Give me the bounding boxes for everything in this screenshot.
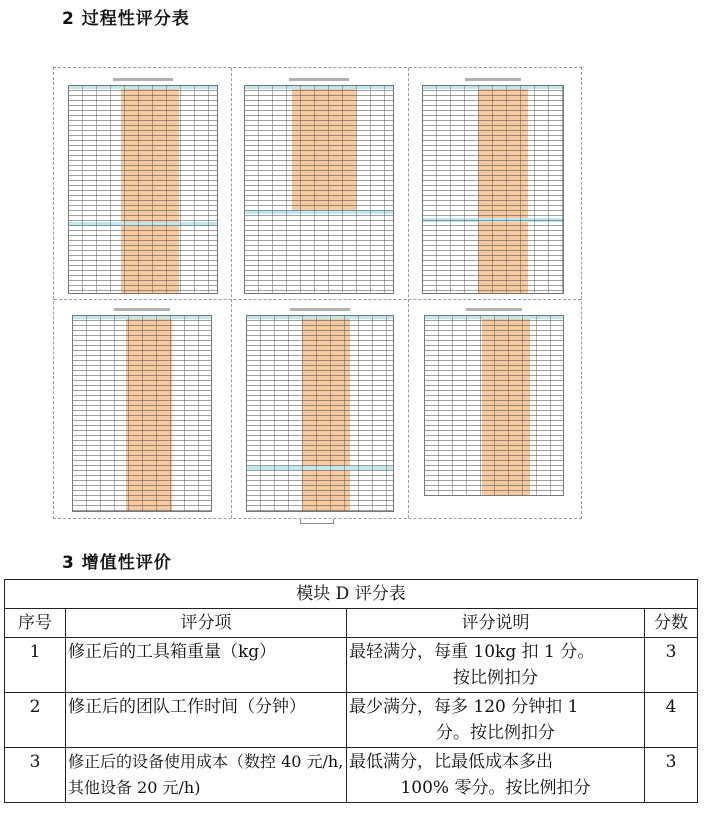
- row-description: [347, 748, 645, 803]
- sheet-grid: [246, 315, 394, 512]
- process-score-sheet-thumbnails: [53, 67, 582, 519]
- row-score: 3: [645, 748, 698, 803]
- table-header-row: [5, 609, 698, 638]
- row-item: 修正后的设备使用成本（数控 40 元/h,其他设备 20 元/h): [66, 748, 347, 803]
- row-score: 4: [645, 693, 698, 748]
- sheet-grid: [244, 85, 394, 294]
- sheet-grid: [424, 315, 564, 496]
- row-score: 3: [645, 638, 698, 693]
- row-item: 修正后的工具箱重量（kg）: [66, 638, 347, 693]
- table-row: [5, 638, 698, 693]
- row-description-line2: 100% 零分。按比例扣分: [400, 778, 591, 798]
- sheet-title-line: [289, 78, 349, 81]
- row-description: [347, 693, 645, 748]
- row-description-line2: 按比例扣分: [453, 668, 538, 688]
- table-row: [5, 748, 698, 803]
- page-indicator: [300, 519, 334, 524]
- row-description-line1: 最轻满分，每重 10kg 扣 1 分。: [349, 642, 595, 662]
- sheet-title-line: [465, 78, 522, 81]
- score-sheet-thumbnail-4: [72, 306, 212, 512]
- row-description: [347, 638, 645, 693]
- header-score: 分数: [645, 609, 698, 638]
- table-caption: 模块 D 评分表: [5, 580, 698, 609]
- score-sheet-thumbnail-1: [68, 76, 218, 294]
- thumbnail-divider: [408, 68, 409, 518]
- score-sheet-thumbnail-2: [244, 76, 394, 294]
- section-2-heading: 2 过程性评分表: [62, 9, 190, 29]
- row-description-line2: 分。按比例扣分: [436, 723, 555, 743]
- row-item: 修正后的团队工作时间（分钟）: [66, 693, 347, 748]
- module-d-score-table: [4, 579, 698, 803]
- row-description-line1: 最低满分，比最低成本多出: [349, 752, 553, 772]
- sheet-grid: [422, 85, 564, 294]
- sheet-title-line: [114, 308, 170, 311]
- row-no: 3: [5, 748, 66, 803]
- sheet-title-line: [290, 308, 349, 311]
- header-description: 评分说明: [347, 609, 645, 638]
- thumbnail-divider: [54, 299, 581, 300]
- row-no: 1: [5, 638, 66, 693]
- sheet-grid: [68, 85, 218, 294]
- score-sheet-thumbnail-6: [424, 306, 564, 496]
- sheet-title-line: [113, 78, 173, 81]
- sheet-title-line: [466, 308, 522, 311]
- table-row: [5, 693, 698, 748]
- row-description-line1: 最少满分，每多 120 分钟扣 1: [349, 697, 579, 717]
- table-caption-row: [5, 580, 698, 609]
- score-sheet-thumbnail-5: [246, 306, 394, 512]
- sheet-grid: [72, 315, 212, 512]
- section-3-heading: 3 增值性评价: [62, 553, 172, 573]
- thumbnail-divider: [231, 68, 232, 518]
- row-no: 2: [5, 693, 66, 748]
- header-no: 序号: [5, 609, 66, 638]
- score-sheet-thumbnail-3: [422, 76, 564, 294]
- header-item: 评分项: [66, 609, 347, 638]
